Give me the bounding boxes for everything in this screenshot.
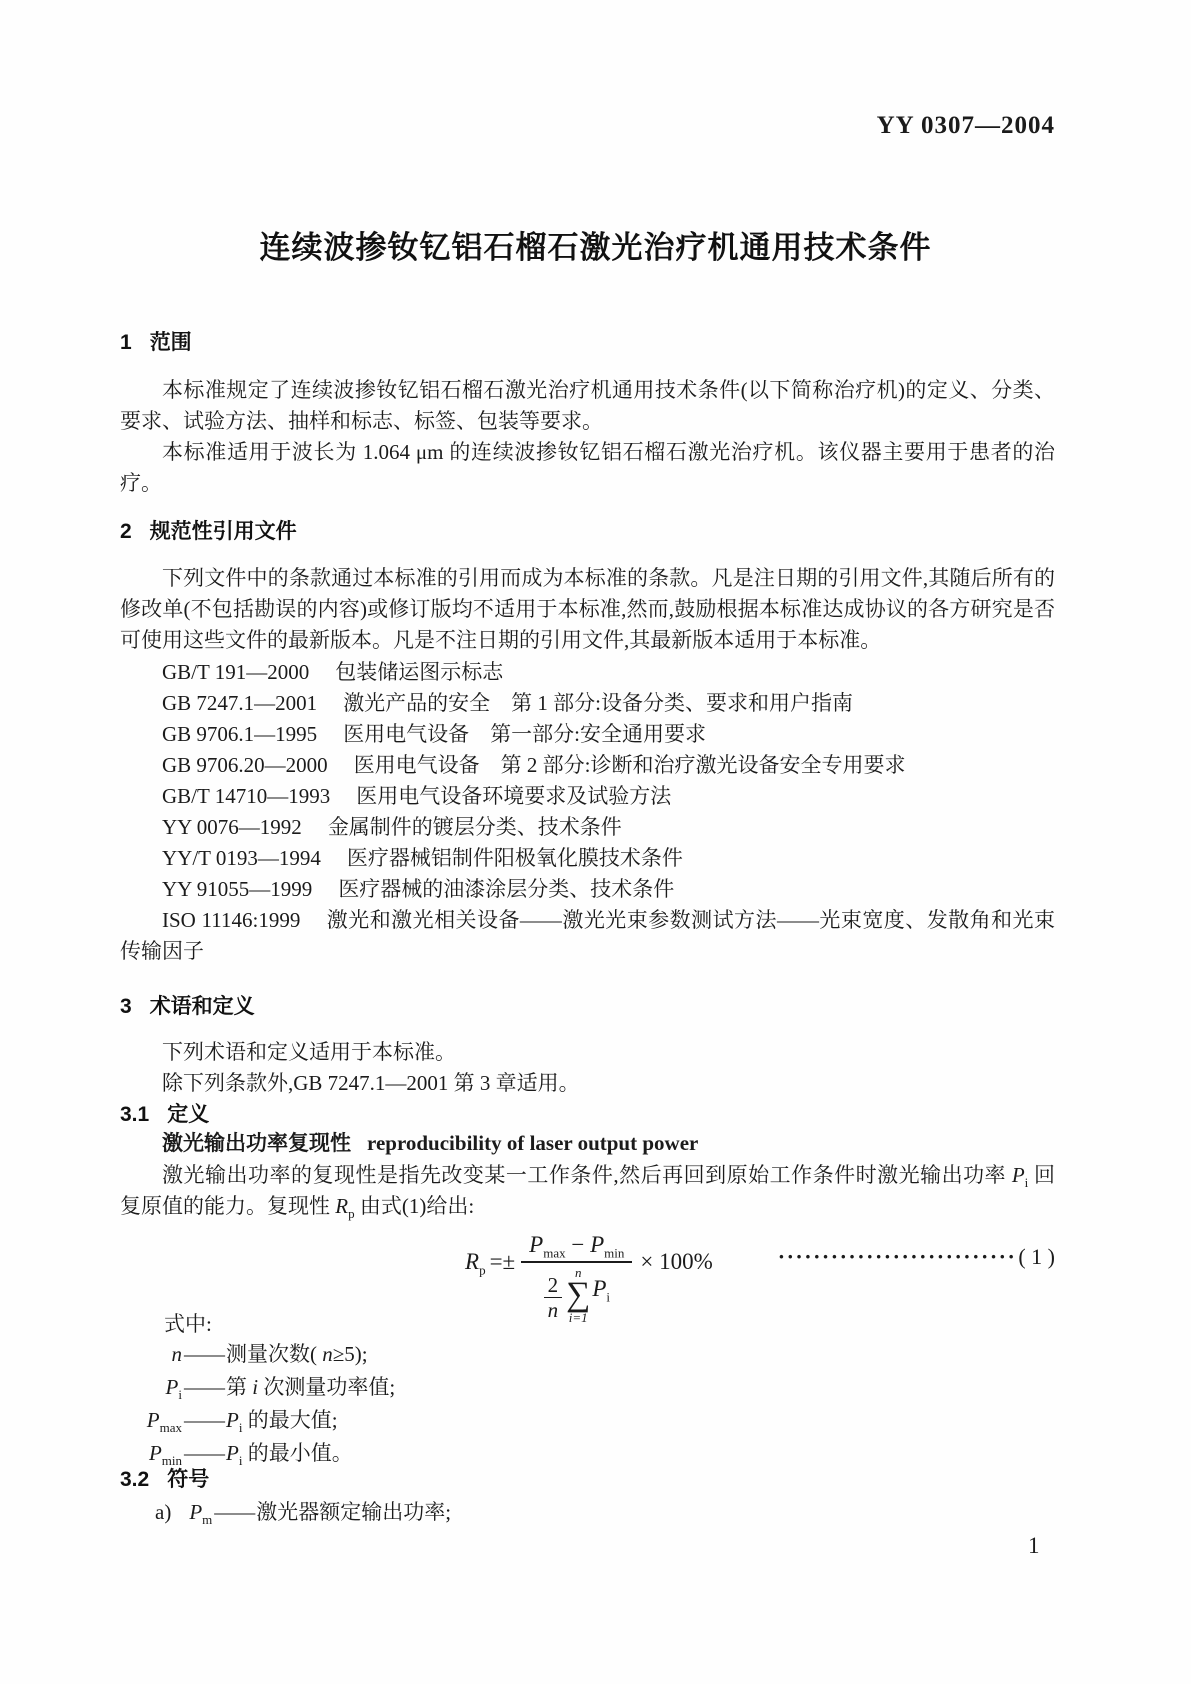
- var-P-sub: min: [161, 1453, 182, 1469]
- section-2-title: 规范性引用文件: [149, 520, 297, 543]
- symbol-line-n: [120, 1338, 1055, 1371]
- reference-code: YY 91055—1999: [162, 877, 313, 901]
- section-3-1-title: 定义: [167, 1103, 210, 1126]
- var-R-sub: p: [479, 1262, 486, 1278]
- inline-var: n: [322, 1342, 333, 1366]
- reference-item: [120, 719, 1055, 750]
- reference-item: [120, 812, 1055, 843]
- var-P: P: [592, 1276, 607, 1301]
- reference-code: GB 9706.1—1995: [162, 722, 318, 746]
- scope-paragraph-2: 本标准适用于波长为 1.064 μm 的连续波掺钕钇铝石榴石激光治疗机。该仪器主要用于患者的治疗。: [120, 440, 1055, 495]
- section-2-number: 2: [120, 520, 132, 543]
- section-1-number: 1: [120, 331, 132, 354]
- definition-text: 激光输出功率的复现性是指先改变某一工作条件,然后再回到原始工作条件时激光输出功率: [162, 1163, 1012, 1187]
- term-line: [120, 1128, 1055, 1159]
- var-R-sub: p: [348, 1206, 355, 1222]
- section-3-number: 3: [120, 995, 132, 1018]
- var-Pmax: P: [529, 1232, 544, 1257]
- definition-body: [120, 1160, 1055, 1222]
- times-100-percent: × 100%: [640, 1249, 713, 1274]
- reference-item: [120, 781, 1055, 812]
- terms-paragraph-1: 下列术语和定义适用于本标准。: [162, 1040, 456, 1064]
- section-3-title: 术语和定义: [149, 995, 255, 1018]
- symbol-desc: 测量次数(: [226, 1342, 323, 1366]
- var-P-sub: i: [178, 1387, 182, 1403]
- symbol-definitions: [120, 1338, 1055, 1470]
- var-P: P: [146, 1408, 160, 1432]
- numerator-2: 2: [544, 1274, 563, 1298]
- var-R: R: [335, 1194, 349, 1218]
- var-P-sub: m: [202, 1512, 213, 1528]
- var-P: P: [165, 1375, 179, 1399]
- section-1-body: [120, 375, 1055, 499]
- symbols-list: [120, 1497, 1055, 1528]
- minus-sign: −: [571, 1232, 585, 1257]
- symbol-item-a: [120, 1497, 1055, 1528]
- reference-title: 医用电气设备 第一部分:安全通用要求: [343, 722, 707, 746]
- definition-text: 回复原值的能力。复现性: [120, 1163, 1056, 1218]
- sum-lower-limit: i=1: [568, 1310, 588, 1326]
- dash: ——: [184, 1441, 224, 1465]
- inline-var-sub: i: [238, 1453, 243, 1469]
- where-label: 式中:: [164, 1312, 212, 1336]
- reference-title: 金属制件的镀层分类、技术条件: [327, 815, 622, 839]
- reference-item: [120, 657, 1055, 688]
- var-P-sub: i: [1024, 1175, 1029, 1191]
- dash: ——: [214, 1500, 255, 1524]
- reference-code: YY/T 0193—1994: [162, 846, 321, 870]
- symbol-line-Pmin: [120, 1437, 1055, 1470]
- var-Pmin: P: [590, 1232, 605, 1257]
- reference-title: 医用电气设备 第 2 部分:诊断和治疗激光设备安全专用要求: [353, 753, 906, 777]
- section-3-2-title: 符号: [167, 1468, 210, 1491]
- reference-item: [120, 843, 1055, 874]
- reference-title: 激光和激光相关设备——激光光束参数测试方法——光束宽度、发散角和光束传输因子: [120, 908, 1055, 963]
- reference-item: [120, 688, 1055, 719]
- var-Pmin-sub: min: [604, 1245, 625, 1261]
- section-3-heading: [120, 992, 255, 1022]
- reference-title: 医疗器械的油漆涂层分类、技术条件: [338, 877, 675, 901]
- symbol-desc: 第: [226, 1375, 253, 1399]
- reference-item: [120, 750, 1055, 781]
- section-3-2-heading: [120, 1465, 209, 1495]
- symbol-line-Pi: [120, 1371, 1055, 1404]
- equation-number: ( 1 ): [1018, 1244, 1055, 1269]
- definition-paragraph: [120, 1160, 1055, 1222]
- symbol-desc: 激光器额定输出功率;: [256, 1500, 452, 1524]
- reference-item: [120, 874, 1055, 905]
- dash: ——: [184, 1342, 224, 1366]
- reference-title: 医疗器械铝制件阳极氧化膜技术条件: [346, 846, 683, 870]
- section-3-1-number: 3.1: [120, 1103, 150, 1126]
- section-1-title: 范围: [149, 331, 192, 354]
- normative-references-intro: [120, 563, 1055, 656]
- document-title: 连续波掺钕钇铝石榴石激光治疗机通用技术条件: [259, 230, 932, 265]
- symbol-desc: 的最大值;: [242, 1408, 338, 1432]
- fraction-numerator: [521, 1232, 632, 1263]
- definition-text: 由式(1)给出:: [354, 1194, 475, 1218]
- reference-title: 激光产品的安全 第 1 部分:设备分类、要求和用户指南: [343, 691, 854, 715]
- symbol-desc: 的最小值。: [242, 1441, 353, 1465]
- symbol-desc: ≥5);: [332, 1342, 368, 1366]
- section-3-body: [120, 1037, 1055, 1099]
- inline-var: P: [226, 1441, 239, 1465]
- var-P-sub: max: [159, 1420, 182, 1436]
- var-P: P: [189, 1500, 203, 1524]
- reference-code: GB 7247.1—2001: [162, 691, 318, 715]
- references-intro-paragraph: 下列文件中的条款通过本标准的引用而成为本标准的条款。凡是注日期的引用文件,其随后所有的修改单(不包括勘误的内容)或修订版均不适用于本标准,然而,鼓励根据本标准达成协议的各方研究是否可使用这些文件的最新版本。凡是不注日期的引用文件,其最新版本适用于本标准。: [120, 566, 1055, 652]
- reference-code: YY 0076—1992: [162, 815, 302, 839]
- standard-number: YY 0307—2004: [876, 112, 1055, 139]
- summand: [592, 1276, 610, 1305]
- section-3-2-number: 3.2: [120, 1468, 150, 1491]
- item-label: a): [155, 1500, 172, 1524]
- inline-var-sub: i: [238, 1420, 243, 1436]
- symbol-var: [120, 1371, 182, 1404]
- var-P-sub: i: [606, 1289, 610, 1305]
- section-1-heading: [120, 328, 192, 358]
- reference-title: 包装储运图示标志: [335, 660, 504, 684]
- reference-list: [120, 657, 1055, 967]
- var-P: P: [148, 1441, 162, 1465]
- sum-upper-limit: n: [574, 1265, 582, 1280]
- equals-plusminus: =±: [489, 1249, 516, 1274]
- reference-code: GB/T 191—2000: [162, 660, 310, 684]
- leader-dots: ···························: [777, 1244, 1017, 1269]
- denominator-n: n: [547, 1298, 559, 1323]
- var-n: n: [171, 1342, 182, 1366]
- inline-var: P: [226, 1408, 239, 1432]
- terms-paragraph-2: 除下列条款外,GB 7247.1—2001 第 3 章适用。: [162, 1071, 580, 1095]
- var-P: P: [1011, 1163, 1025, 1187]
- dash: ——: [184, 1408, 224, 1432]
- term-entry: [120, 1128, 1055, 1159]
- symbol-line-Pmax: [120, 1404, 1055, 1437]
- reference-code: ISO 11146:1999: [162, 908, 301, 932]
- var-Pmax-sub: max: [543, 1245, 566, 1261]
- dash: ——: [184, 1375, 224, 1399]
- page-number: 1: [1028, 1533, 1040, 1558]
- equation-leader: [778, 1244, 1055, 1270]
- reference-title: 医用电气设备环境要求及试验方法: [356, 784, 672, 808]
- where-block: [120, 1308, 1055, 1338]
- symbol-desc: 次测量功率值;: [258, 1375, 396, 1399]
- term-english: reproducibility of laser output power: [367, 1131, 699, 1155]
- section-2-heading: [120, 517, 297, 547]
- section-3-1-heading: [120, 1100, 209, 1130]
- inline-var: i: [252, 1375, 259, 1399]
- formula-lhs: [465, 1249, 486, 1278]
- scope-paragraph-1: 本标准规定了连续波掺钕钇铝石榴石激光治疗机通用技术条件(以下简称治疗机)的定义、分类、要求、试验方法、抽样和标志、标签、包装等要求。: [120, 378, 1055, 433]
- reference-item: [120, 905, 1055, 967]
- term-chinese: 激光输出功率复现性: [162, 1132, 351, 1155]
- reference-code: GB/T 14710—1993: [162, 784, 331, 808]
- reference-code: GB 9706.20—2000: [162, 753, 328, 777]
- sigma-symbol: ∑: [566, 1276, 591, 1313]
- symbol-var: [120, 1404, 182, 1437]
- symbol-var: [120, 1338, 182, 1371]
- var-R: R: [465, 1249, 480, 1274]
